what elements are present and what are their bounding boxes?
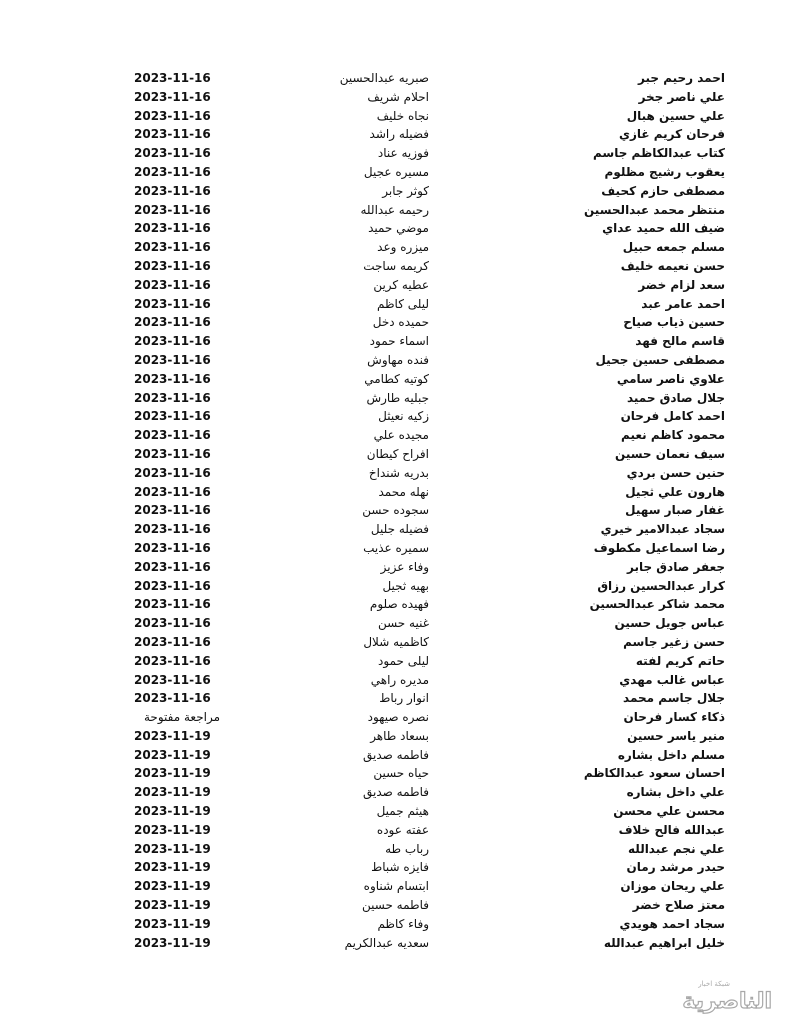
table-row <box>100 915 725 934</box>
person-name: احمد كامل فرحان <box>620 409 725 424</box>
row-date: 2023-11-16 <box>134 540 211 555</box>
mother-name: نهله محمد <box>378 484 429 499</box>
person-name: سعد لزام خضر <box>638 277 725 292</box>
mother-name: صبريه عبدالحسين <box>339 71 429 85</box>
person-name: علي داخل بشاره <box>626 785 725 800</box>
person-name: علي نجم عبدالله <box>628 841 725 856</box>
row-date: 2023-11-16 <box>134 503 211 518</box>
person-name: علي حسين هبال <box>626 108 725 123</box>
person-name: ذكاء كسار فرحان <box>623 710 725 725</box>
person-name: علي ناصر جخر <box>638 89 725 104</box>
mother-name: وفاء عزيز <box>380 559 429 574</box>
mother-name: ميزره وعد <box>377 240 429 255</box>
mother-name: موضي حميد <box>368 221 429 236</box>
person-name: كرار عبدالحسين رزاق <box>597 578 725 593</box>
row-date: 2023-11-16 <box>134 653 211 668</box>
table-row <box>100 125 725 144</box>
row-date: 2023-11-16 <box>134 371 211 386</box>
row-date: 2023-11-19 <box>134 747 211 762</box>
row-date: 2023-11-19 <box>134 898 211 913</box>
person-name: محسن علي محسن <box>613 804 725 819</box>
table-row <box>100 577 725 596</box>
table-row <box>100 840 725 859</box>
table-row <box>100 746 725 765</box>
row-date: 2023-11-16 <box>134 258 211 273</box>
mother-name: غنيه حسن <box>377 616 429 631</box>
row-date: 2023-11-16 <box>134 164 211 179</box>
mother-name: ليلى حمود <box>378 653 429 668</box>
person-name: مصطفى حسين جحيل <box>595 352 725 367</box>
person-name: خليل ابراهيم عبدالله <box>603 935 725 950</box>
table-row <box>100 464 725 483</box>
watermark-subtext: شبكة اخبار <box>698 980 730 988</box>
person-name: محمد شاكر عبدالحسين <box>589 597 725 612</box>
row-date: 2023-11-16 <box>134 240 211 255</box>
table-row <box>100 483 725 502</box>
mother-name: فوزيه عناد <box>377 146 429 161</box>
table-row <box>100 671 725 690</box>
row-date: 2023-11-16 <box>134 691 211 706</box>
mother-name: كريمه ساجت <box>363 258 429 273</box>
person-name: علي ريحان موزان <box>620 879 725 894</box>
table-row <box>100 727 725 746</box>
person-name: غفار صبار سهيل <box>625 503 725 518</box>
table-row <box>100 69 725 88</box>
person-name: سيف نعمان حسين <box>615 446 725 461</box>
mother-name: فضيله جليل <box>370 522 429 537</box>
mother-name: فايزه شباط <box>371 860 429 875</box>
table-row <box>100 708 725 727</box>
table-row <box>100 426 725 445</box>
mother-name: سميره عذيب <box>363 540 429 555</box>
person-name: مصطفى حازم كحيف <box>601 183 725 198</box>
table-row <box>100 107 725 126</box>
table-row <box>100 445 725 464</box>
mother-name: بسعاد طاهر <box>370 728 429 743</box>
table-row <box>100 88 725 107</box>
mother-name: كوتيه كطامي <box>364 371 429 386</box>
person-name: عباس جويل حسين <box>614 616 725 631</box>
mother-name: وفاء كاظم <box>377 916 429 931</box>
row-date: 2023-11-16 <box>134 390 211 405</box>
person-name: احمد رحيم جبر <box>638 71 725 85</box>
table-row <box>100 558 725 577</box>
person-name: علاوي ناصر سامي <box>616 371 725 386</box>
mother-name: كاظميه شلال <box>363 634 429 649</box>
mother-name: مديره راهي <box>370 672 429 687</box>
row-date: 2023-11-16 <box>134 296 211 311</box>
person-name: جلال جاسم محمد <box>623 691 725 706</box>
person-name: عباس غالب مهدي <box>619 672 725 687</box>
row-date: 2023-11-16 <box>134 315 211 330</box>
person-name: احمد عامر عبد <box>641 296 725 311</box>
row-date: 2023-11-16 <box>134 202 211 217</box>
table-row <box>100 144 725 163</box>
table-row <box>100 295 725 314</box>
row-date: 2023-11-19 <box>134 766 211 781</box>
person-name: مسلم داخل بشاره <box>617 747 725 762</box>
table-row <box>100 821 725 840</box>
person-name: سجاد احمد هويدي <box>619 916 725 931</box>
row-date: 2023-11-16 <box>134 634 211 649</box>
mother-name: مجيده علي <box>373 428 429 443</box>
row-date: 2023-11-19 <box>134 804 211 819</box>
row-date: 2023-11-16 <box>134 334 211 349</box>
row-date: 2023-11-16 <box>134 277 211 292</box>
mother-name: انوار رباط <box>379 691 429 706</box>
row-date: 2023-11-16 <box>134 146 211 161</box>
row-date: 2023-11-19 <box>134 916 211 931</box>
row-date: 2023-11-19 <box>134 935 211 950</box>
mother-name: عفته عوده <box>376 822 429 837</box>
row-date: 2023-11-19 <box>134 728 211 743</box>
mother-name: فاطمه حسين <box>361 898 429 913</box>
mother-name: رحيمه عبدالله <box>360 202 429 217</box>
table-row <box>100 783 725 802</box>
table-row <box>100 689 725 708</box>
table-row <box>100 219 725 238</box>
person-name: حسن نعيمه خليف <box>620 258 725 273</box>
person-name: عبدالله فالح خلاف <box>618 822 725 837</box>
row-date: 2023-11-16 <box>134 183 211 198</box>
row-date: 2023-11-16 <box>134 352 211 367</box>
row-date: 2023-11-19 <box>134 785 211 800</box>
mother-name: حياه حسين <box>373 766 429 781</box>
mother-name: ليلى كاظم <box>377 296 429 311</box>
mother-name: بدريه شنداخ <box>368 465 429 480</box>
table-row <box>100 407 725 426</box>
row-date: 2023-11-16 <box>134 616 211 631</box>
row-date: 2023-11-16 <box>134 446 211 461</box>
table-row <box>100 313 725 332</box>
table-row <box>100 332 725 351</box>
table-row <box>100 351 725 370</box>
mother-name: فنده مهاوش <box>367 352 429 367</box>
person-name: فرحان كريم غازي <box>618 127 725 142</box>
row-date: 2023-11-19 <box>134 841 211 856</box>
person-name: كتاب عبدالكاظم جاسم <box>592 146 725 161</box>
person-name: محمود كاظم نعيم <box>621 428 725 443</box>
row-date: 2023-11-16 <box>134 127 211 142</box>
mother-name: فضيله راشد <box>369 127 429 142</box>
row-date: 2023-11-16 <box>134 409 211 424</box>
person-name: حسين ذياب صياح <box>623 315 725 330</box>
mother-name: فهيده صلوم <box>369 597 429 612</box>
mother-name: نجاه خليف <box>376 108 429 123</box>
watermark-text: الناصرية <box>682 988 772 1014</box>
table-row <box>100 934 725 953</box>
row-date: مراجعة مفتوحة <box>144 710 221 725</box>
mother-name: نصره صيهود <box>367 710 429 725</box>
table-row <box>100 201 725 220</box>
row-date: 2023-11-16 <box>134 465 211 480</box>
roster-table <box>100 69 725 952</box>
table-row <box>100 633 725 652</box>
table-row <box>100 520 725 539</box>
row-date: 2023-11-16 <box>134 672 211 687</box>
mother-name: هيثم جميل <box>376 804 429 819</box>
mother-name: سعديه عبدالكريم <box>344 935 429 950</box>
row-date: 2023-11-16 <box>134 578 211 593</box>
person-name: رضا اسماعيل مكطوف <box>593 540 725 555</box>
mother-name: عطيه كرين <box>373 277 429 292</box>
table-row <box>100 802 725 821</box>
row-date: 2023-11-16 <box>134 428 211 443</box>
mother-name: جبليه طارش <box>366 390 429 405</box>
row-date: 2023-11-16 <box>134 108 211 123</box>
table-row <box>100 595 725 614</box>
person-name: سجاد عبدالامير خيري <box>600 522 725 537</box>
mother-name: كوثر جابر <box>382 183 429 198</box>
mother-name: زكيه نعيثل <box>378 409 429 424</box>
person-name: منتظر محمد عبدالحسين <box>584 202 725 217</box>
table-row <box>100 764 725 783</box>
row-date: 2023-11-16 <box>134 221 211 236</box>
person-name: مسلم جمعه حبيل <box>622 240 725 255</box>
table-row <box>100 276 725 295</box>
person-name: حيدر مرشد رمان <box>626 860 725 875</box>
person-name: احسان سعود عبدالكاظم <box>583 766 725 781</box>
table-row <box>100 182 725 201</box>
table-row <box>100 501 725 520</box>
row-date: 2023-11-16 <box>134 522 211 537</box>
mother-name: فاطمه صديق <box>363 785 429 800</box>
mother-name: افراح كيطان <box>366 446 429 461</box>
table-row <box>100 370 725 389</box>
person-name: جلال صادق حميد <box>626 390 725 405</box>
person-name: حنين حسن بردي <box>626 465 725 480</box>
row-date: 2023-11-19 <box>134 822 211 837</box>
table-row <box>100 896 725 915</box>
row-date: 2023-11-16 <box>134 597 211 612</box>
mother-name: سجوده حسن <box>362 503 429 518</box>
mother-name: مسيره عجيل <box>363 164 429 179</box>
person-name: معتز صلاح خضر <box>632 898 725 913</box>
mother-name: رباب طه <box>385 841 429 856</box>
person-name: جعفر صادق جابر <box>627 559 725 574</box>
row-date: 2023-11-16 <box>134 484 211 499</box>
mother-name: اسماء حمود <box>369 334 429 349</box>
row-date: 2023-11-16 <box>134 89 211 104</box>
row-date: 2023-11-16 <box>134 559 211 574</box>
table-row <box>100 238 725 257</box>
person-name: هارون علي ثجيل <box>625 484 725 499</box>
person-name: قاسم مالح فهد <box>635 334 725 349</box>
person-name: ضيف الله حميد عداي <box>602 221 725 236</box>
table-row <box>100 614 725 633</box>
person-name: حاتم كريم لفته <box>635 653 725 668</box>
table-row <box>100 877 725 896</box>
mother-name: حميده دخل <box>372 315 429 330</box>
mother-name: احلام شريف <box>367 89 429 104</box>
table-row <box>100 539 725 558</box>
person-name: يعقوب رشيج مظلوم <box>604 164 725 179</box>
row-date: 2023-11-19 <box>134 879 211 894</box>
person-name: حسن زغير جاسم <box>623 634 725 649</box>
table-row <box>100 858 725 877</box>
row-date: 2023-11-16 <box>134 71 211 85</box>
mother-name: ابتسام شناوه <box>363 879 429 894</box>
table-row <box>100 163 725 182</box>
person-name: منير ياسر حسين <box>627 728 725 743</box>
watermark-logo <box>637 980 772 1018</box>
table-row <box>100 652 725 671</box>
row-date: 2023-11-19 <box>134 860 211 875</box>
table-row <box>100 389 725 408</box>
mother-name: فاطمه صديق <box>363 747 429 762</box>
mother-name: بهيه ثجيل <box>382 578 429 593</box>
table-row <box>100 257 725 276</box>
